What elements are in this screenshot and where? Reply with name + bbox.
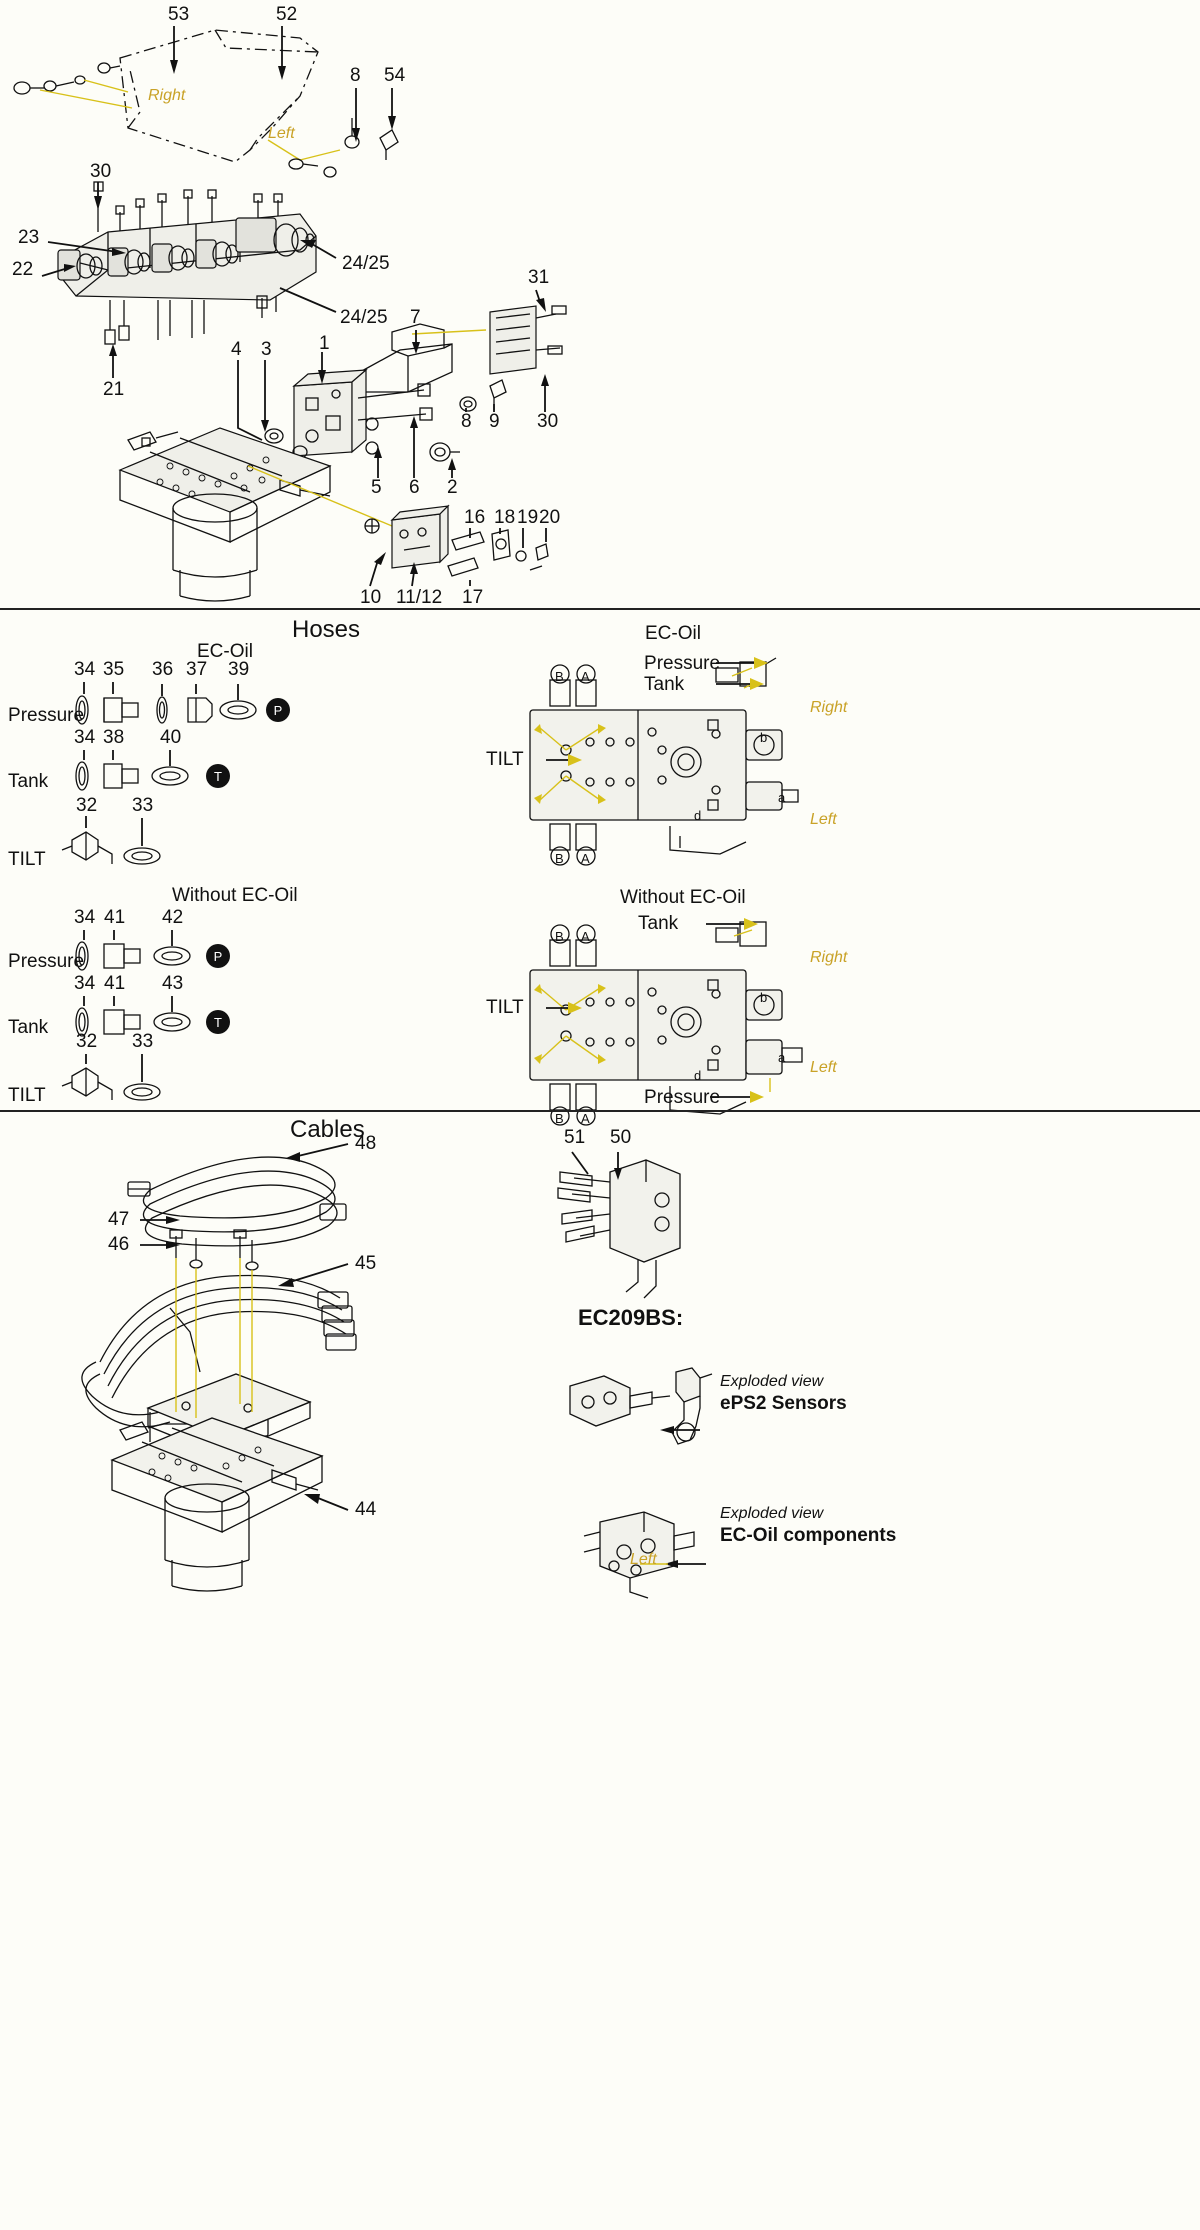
port-A-wo-top: A xyxy=(581,929,590,944)
callout-10: 10 xyxy=(360,587,382,608)
callout-18: 18 xyxy=(494,507,516,528)
annotation-left-top: Left xyxy=(268,125,295,142)
callout-7: 7 xyxy=(410,307,421,328)
part-32-without: 32 xyxy=(76,1031,98,1052)
part-37: 37 xyxy=(186,659,208,680)
label-tank-ec: Tank xyxy=(8,771,49,792)
eps2-sensors-caption: ePS2 Sensors xyxy=(720,1393,847,1414)
callout-46: 46 xyxy=(108,1234,130,1255)
svg-text:P: P xyxy=(273,703,283,718)
main-assembly-panel xyxy=(0,0,1200,608)
callout-30-top: 30 xyxy=(90,161,112,182)
part-32-ec: 32 xyxy=(76,795,98,816)
callout-54: 54 xyxy=(384,65,406,86)
part-33-ec: 33 xyxy=(132,795,154,816)
part-41-p: 41 xyxy=(104,907,126,928)
svg-text:P: P xyxy=(213,949,223,964)
label-pressure-without: Pressure xyxy=(8,951,85,972)
right-marker-left-without: Left xyxy=(810,1059,837,1076)
port-B-ec-top: B xyxy=(555,669,564,684)
callout-17: 17 xyxy=(462,587,484,608)
callout-11-12: 11/12 xyxy=(396,587,443,608)
part-41-t: 41 xyxy=(104,973,126,994)
callout-24-25-lower: 24/25 xyxy=(340,307,388,328)
callout-8-mid: 8 xyxy=(461,411,472,432)
port-B-wo-top: B xyxy=(555,929,564,944)
callout-21: 21 xyxy=(103,379,125,400)
section-title-hoses: Hoses xyxy=(292,616,361,643)
right-marker-left-ec: Left xyxy=(810,811,837,828)
hoses-panel xyxy=(0,610,1200,1126)
port-A-ec-bot: A xyxy=(581,851,590,866)
port-A-wo-bot: A xyxy=(581,1111,590,1126)
part-40: 40 xyxy=(160,727,182,748)
cables-drawing xyxy=(0,1112,1200,2230)
label-tilt-without: TILT xyxy=(8,1085,46,1106)
part-34-t: 34 xyxy=(74,727,96,748)
callout-1: 1 xyxy=(319,333,330,354)
label-pressure-ec: Pressure xyxy=(8,705,85,726)
part-42: 42 xyxy=(162,907,184,928)
label-tank-without: Tank xyxy=(8,1017,49,1038)
callout-30-mid: 30 xyxy=(537,411,559,432)
part-33-without: 33 xyxy=(132,1031,154,1052)
eps2-exploded-caption: Exploded view xyxy=(720,1373,824,1390)
part-34-p2: 34 xyxy=(74,907,96,928)
right-label-pressure-ec: Pressure xyxy=(644,653,721,674)
callout-44: 44 xyxy=(355,1499,377,1520)
callout-52: 52 xyxy=(276,4,298,25)
right-marker-right-without: Right xyxy=(810,949,848,966)
right-label-tilt-without: TILT xyxy=(486,997,524,1018)
part-36: 36 xyxy=(152,659,174,680)
part-39: 39 xyxy=(228,659,250,680)
hoses-ec-oil-subtitle: EC-Oil xyxy=(197,641,253,662)
callout-50: 50 xyxy=(610,1127,632,1148)
ecoil-exploded-caption: Exploded view xyxy=(720,1505,824,1522)
svg-text:T: T xyxy=(214,1015,222,1030)
label-tilt-ec: TILT xyxy=(8,849,46,870)
section-title-cables: Cables xyxy=(290,1116,365,1143)
part-38: 38 xyxy=(103,727,125,748)
ec209bs-title: EC209BS: xyxy=(578,1305,684,1330)
right-label-tank-without: Tank xyxy=(638,913,679,934)
callout-24-25-upper: 24/25 xyxy=(342,253,390,274)
part-35: 35 xyxy=(103,659,125,680)
port-a-ec: a xyxy=(778,790,786,805)
port-B-wo-bot: B xyxy=(555,1111,564,1126)
right-label-tank-ec: Tank xyxy=(644,674,685,695)
port-B-ec-bot: B xyxy=(555,851,564,866)
hoses-drawing xyxy=(0,610,1200,1110)
hoses-right-without-subtitle: Without EC-Oil xyxy=(620,887,746,908)
port-b-wo: b xyxy=(760,990,768,1005)
callout-47: 47 xyxy=(108,1209,130,1230)
hoses-right-ec-oil-subtitle: EC-Oil xyxy=(645,623,701,644)
callout-31: 31 xyxy=(528,267,550,288)
right-label-tilt-ec: TILT xyxy=(486,749,524,770)
port-a-wo: a xyxy=(778,1050,786,1065)
callout-48: 48 xyxy=(355,1133,377,1154)
callout-16: 16 xyxy=(464,507,486,528)
part-34-p: 34 xyxy=(74,659,96,680)
right-marker-right-ec: Right xyxy=(810,699,848,716)
ecoil-components-caption: EC-Oil components xyxy=(720,1525,897,1546)
callout-4: 4 xyxy=(231,339,242,360)
callout-2: 2 xyxy=(447,477,458,498)
cables-panel xyxy=(0,1112,1200,2230)
callout-19: 19 xyxy=(517,507,539,528)
port-d-wo: d xyxy=(694,1068,702,1083)
part-34-t2: 34 xyxy=(74,973,96,994)
callout-3: 3 xyxy=(261,339,272,360)
port-b-ec: b xyxy=(760,730,768,745)
svg-text:T: T xyxy=(214,769,222,784)
port-d-ec: d xyxy=(694,808,702,823)
callout-6: 6 xyxy=(409,477,420,498)
part-43: 43 xyxy=(162,973,184,994)
callout-5: 5 xyxy=(371,477,382,498)
port-A-ec-top: A xyxy=(581,669,590,684)
hoses-without-ec-oil-subtitle: Without EC-Oil xyxy=(172,885,298,906)
annotation-right-top: Right xyxy=(148,87,186,104)
callout-22: 22 xyxy=(12,259,34,280)
right-label-pressure-without: Pressure xyxy=(644,1087,721,1108)
cables-left-marker: Left xyxy=(630,1551,657,1568)
callout-8-top: 8 xyxy=(350,65,361,86)
callout-9: 9 xyxy=(489,411,500,432)
callout-53: 53 xyxy=(168,4,190,25)
callout-51: 51 xyxy=(564,1127,586,1148)
callout-23: 23 xyxy=(18,227,40,248)
callout-20: 20 xyxy=(539,507,561,528)
callout-45: 45 xyxy=(355,1253,377,1274)
